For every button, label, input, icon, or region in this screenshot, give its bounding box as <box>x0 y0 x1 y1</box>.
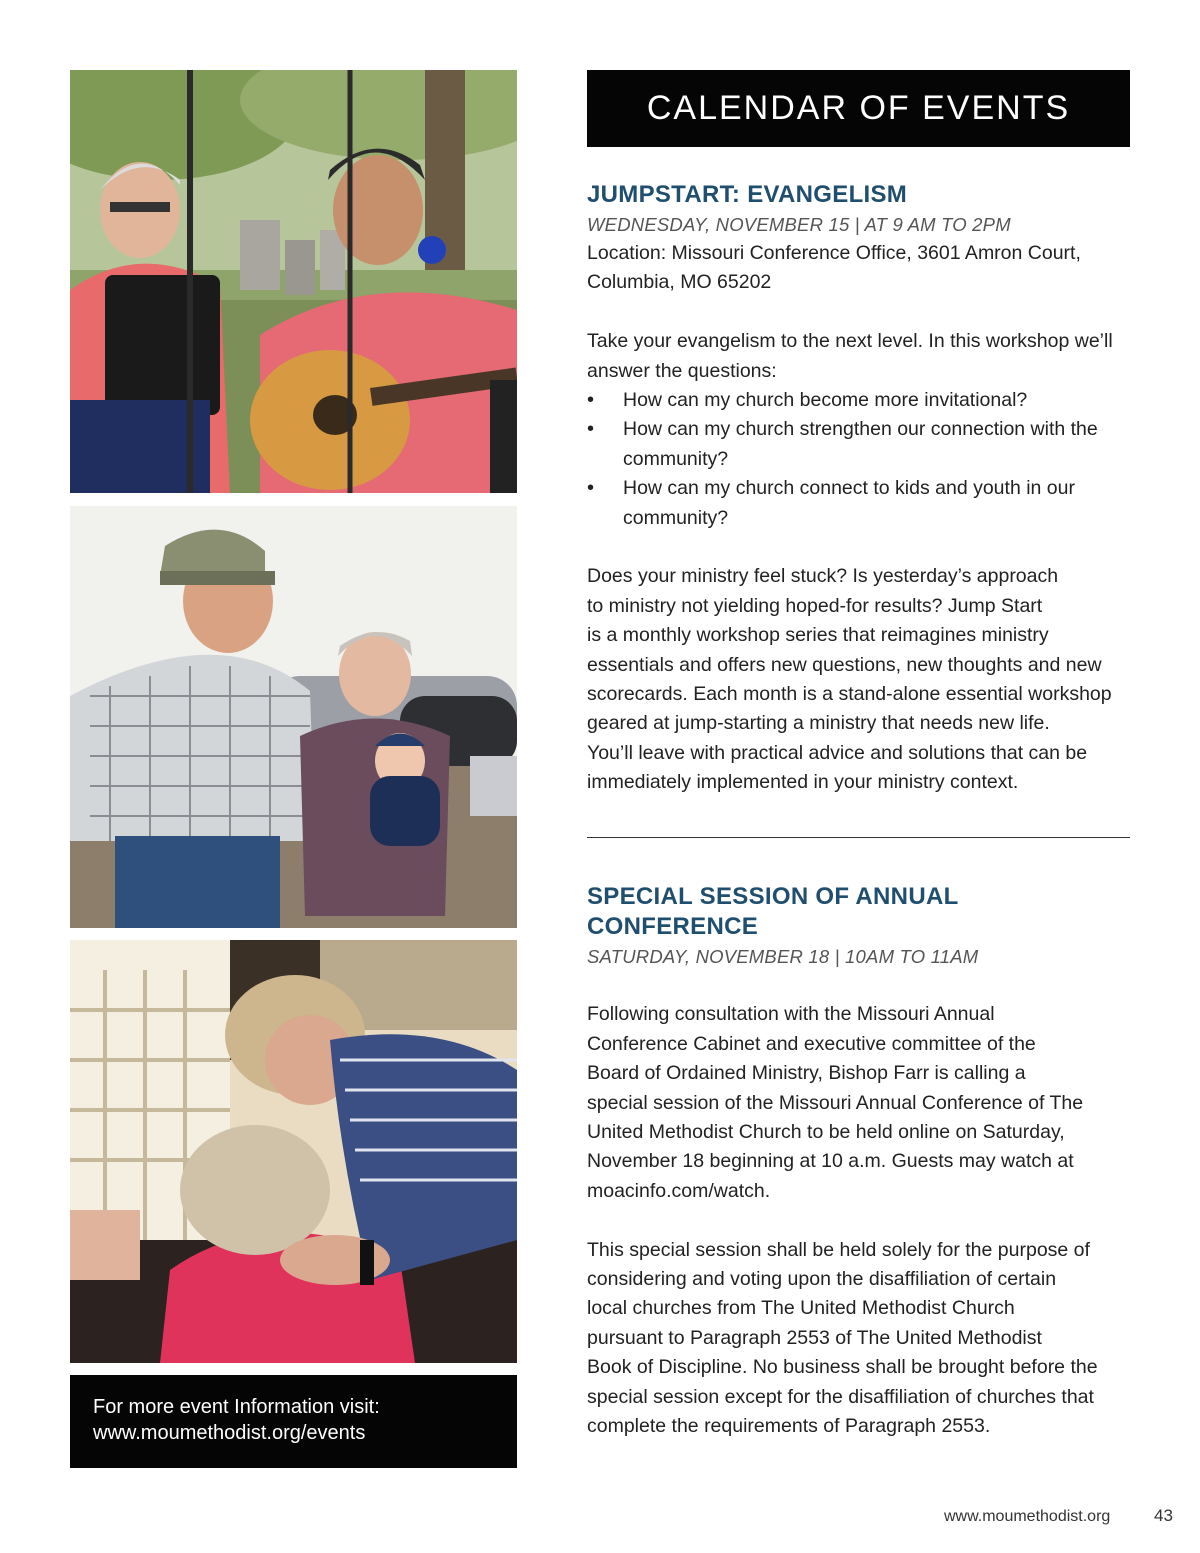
location-line: Location: Missouri Conference Office, 3601 Amron Court, <box>587 242 1081 264</box>
list-item-line: • How can my church strengthen our connection with the <box>623 418 1098 441</box>
body-line: essentials and offers new questions, new thoughts and new <box>587 653 1102 676</box>
body-line: special session of the Missouri Annual Conference of The <box>587 1091 1084 1114</box>
event-location <box>587 239 1132 298</box>
list-item <box>587 474 1132 533</box>
calendar-banner <box>587 70 1130 147</box>
list-item-line: • How can my church become more invitational? <box>623 389 1028 412</box>
body-line: This special session shall be held solely for the purpose of <box>587 1238 1090 1261</box>
intro-line: answer the questions: <box>587 359 777 382</box>
list-item <box>587 415 1132 474</box>
body-line: Does your ministry feel stuck? Is yesterday’s approach <box>587 565 1059 588</box>
body-line: geared at jump-starting a ministry that needs new life. <box>587 712 1050 735</box>
events-link[interactable]: www.moumethodist.org/events <box>93 1422 366 1444</box>
event-info-box <box>70 1375 517 1468</box>
question-list <box>587 386 1132 533</box>
event-title: SPECIAL SESSION OF ANNUAL CONFERENCE <box>587 883 959 940</box>
body-line: Book of Discipline. No business shall be brought before the <box>587 1356 1098 1379</box>
event-intro <box>587 327 1132 386</box>
list-item-line: community? <box>623 506 729 529</box>
list-item-line: community? <box>623 447 729 470</box>
event-special-session <box>587 882 1132 1441</box>
body-line: local churches from The United Methodist Church <box>587 1297 1015 1320</box>
body-line: considering and voting upon the disaffiliation of certain <box>587 1268 1057 1291</box>
body-line: Following consultation with the Missouri Annual <box>587 1003 995 1026</box>
list-item <box>587 386 1132 415</box>
body-line: Conference Cabinet and executive committee of the <box>587 1032 1036 1055</box>
page-number: 43 <box>1154 1506 1173 1525</box>
event-description <box>587 1000 1132 1206</box>
event-description <box>587 1236 1132 1442</box>
banner-title: CALENDAR OF EVENTS <box>646 89 1071 127</box>
body-line: special session except for the disaffiliation of churches that <box>587 1385 1094 1408</box>
body-line: scorecards. Each month is a stand-alone essential workshop <box>587 683 1112 706</box>
body-line: immediately implemented in your ministry context. <box>587 771 1019 794</box>
event-date: WEDNESDAY, NOVEMBER 15 | AT 9 AM TO 2PM <box>587 214 1011 235</box>
info-box-label: For more event Information visit: <box>93 1396 380 1418</box>
body-line: Board of Ordained Ministry, Bishop Farr is calling a <box>587 1062 1026 1085</box>
body-line: is a monthly workshop series that reimagines ministry <box>587 624 1049 647</box>
event-date: SATURDAY, NOVEMBER 18 | 10AM TO 11AM <box>587 946 979 967</box>
event-title: JUMPSTART: EVANGELISM <box>587 181 908 208</box>
photo-musicians <box>70 70 517 493</box>
event-description <box>587 562 1132 797</box>
list-item-line: • How can my church connect to kids and youth in our <box>623 477 1075 500</box>
photo-embrace <box>70 940 517 1363</box>
body-line: pursuant to Paragraph 2553 of The United Methodist <box>587 1326 1042 1349</box>
body-line: November 18 beginning at 10 a.m. Guests may watch at <box>587 1150 1074 1173</box>
body-line: You’ll leave with practical advice and solutions that can be <box>587 741 1088 764</box>
photo-couple-with-baby <box>70 506 517 928</box>
body-line: complete the requirements of Paragraph 2553. <box>587 1415 991 1438</box>
intro-line: Take your evangelism to the next level. In this workshop we’ll <box>587 330 1113 353</box>
body-line: United Methodist Church to be held online on Saturday, <box>587 1121 1065 1144</box>
location-line: Columbia, MO 65202 <box>587 271 772 294</box>
event-jumpstart <box>587 180 1132 798</box>
footer-url[interactable]: www.moumethodist.org <box>944 1508 1111 1525</box>
body-line: to ministry not yielding hoped-for results? Jump Start <box>587 594 1043 617</box>
body-line: moacinfo.com/watch. <box>587 1179 771 1202</box>
section-divider <box>587 837 1130 838</box>
